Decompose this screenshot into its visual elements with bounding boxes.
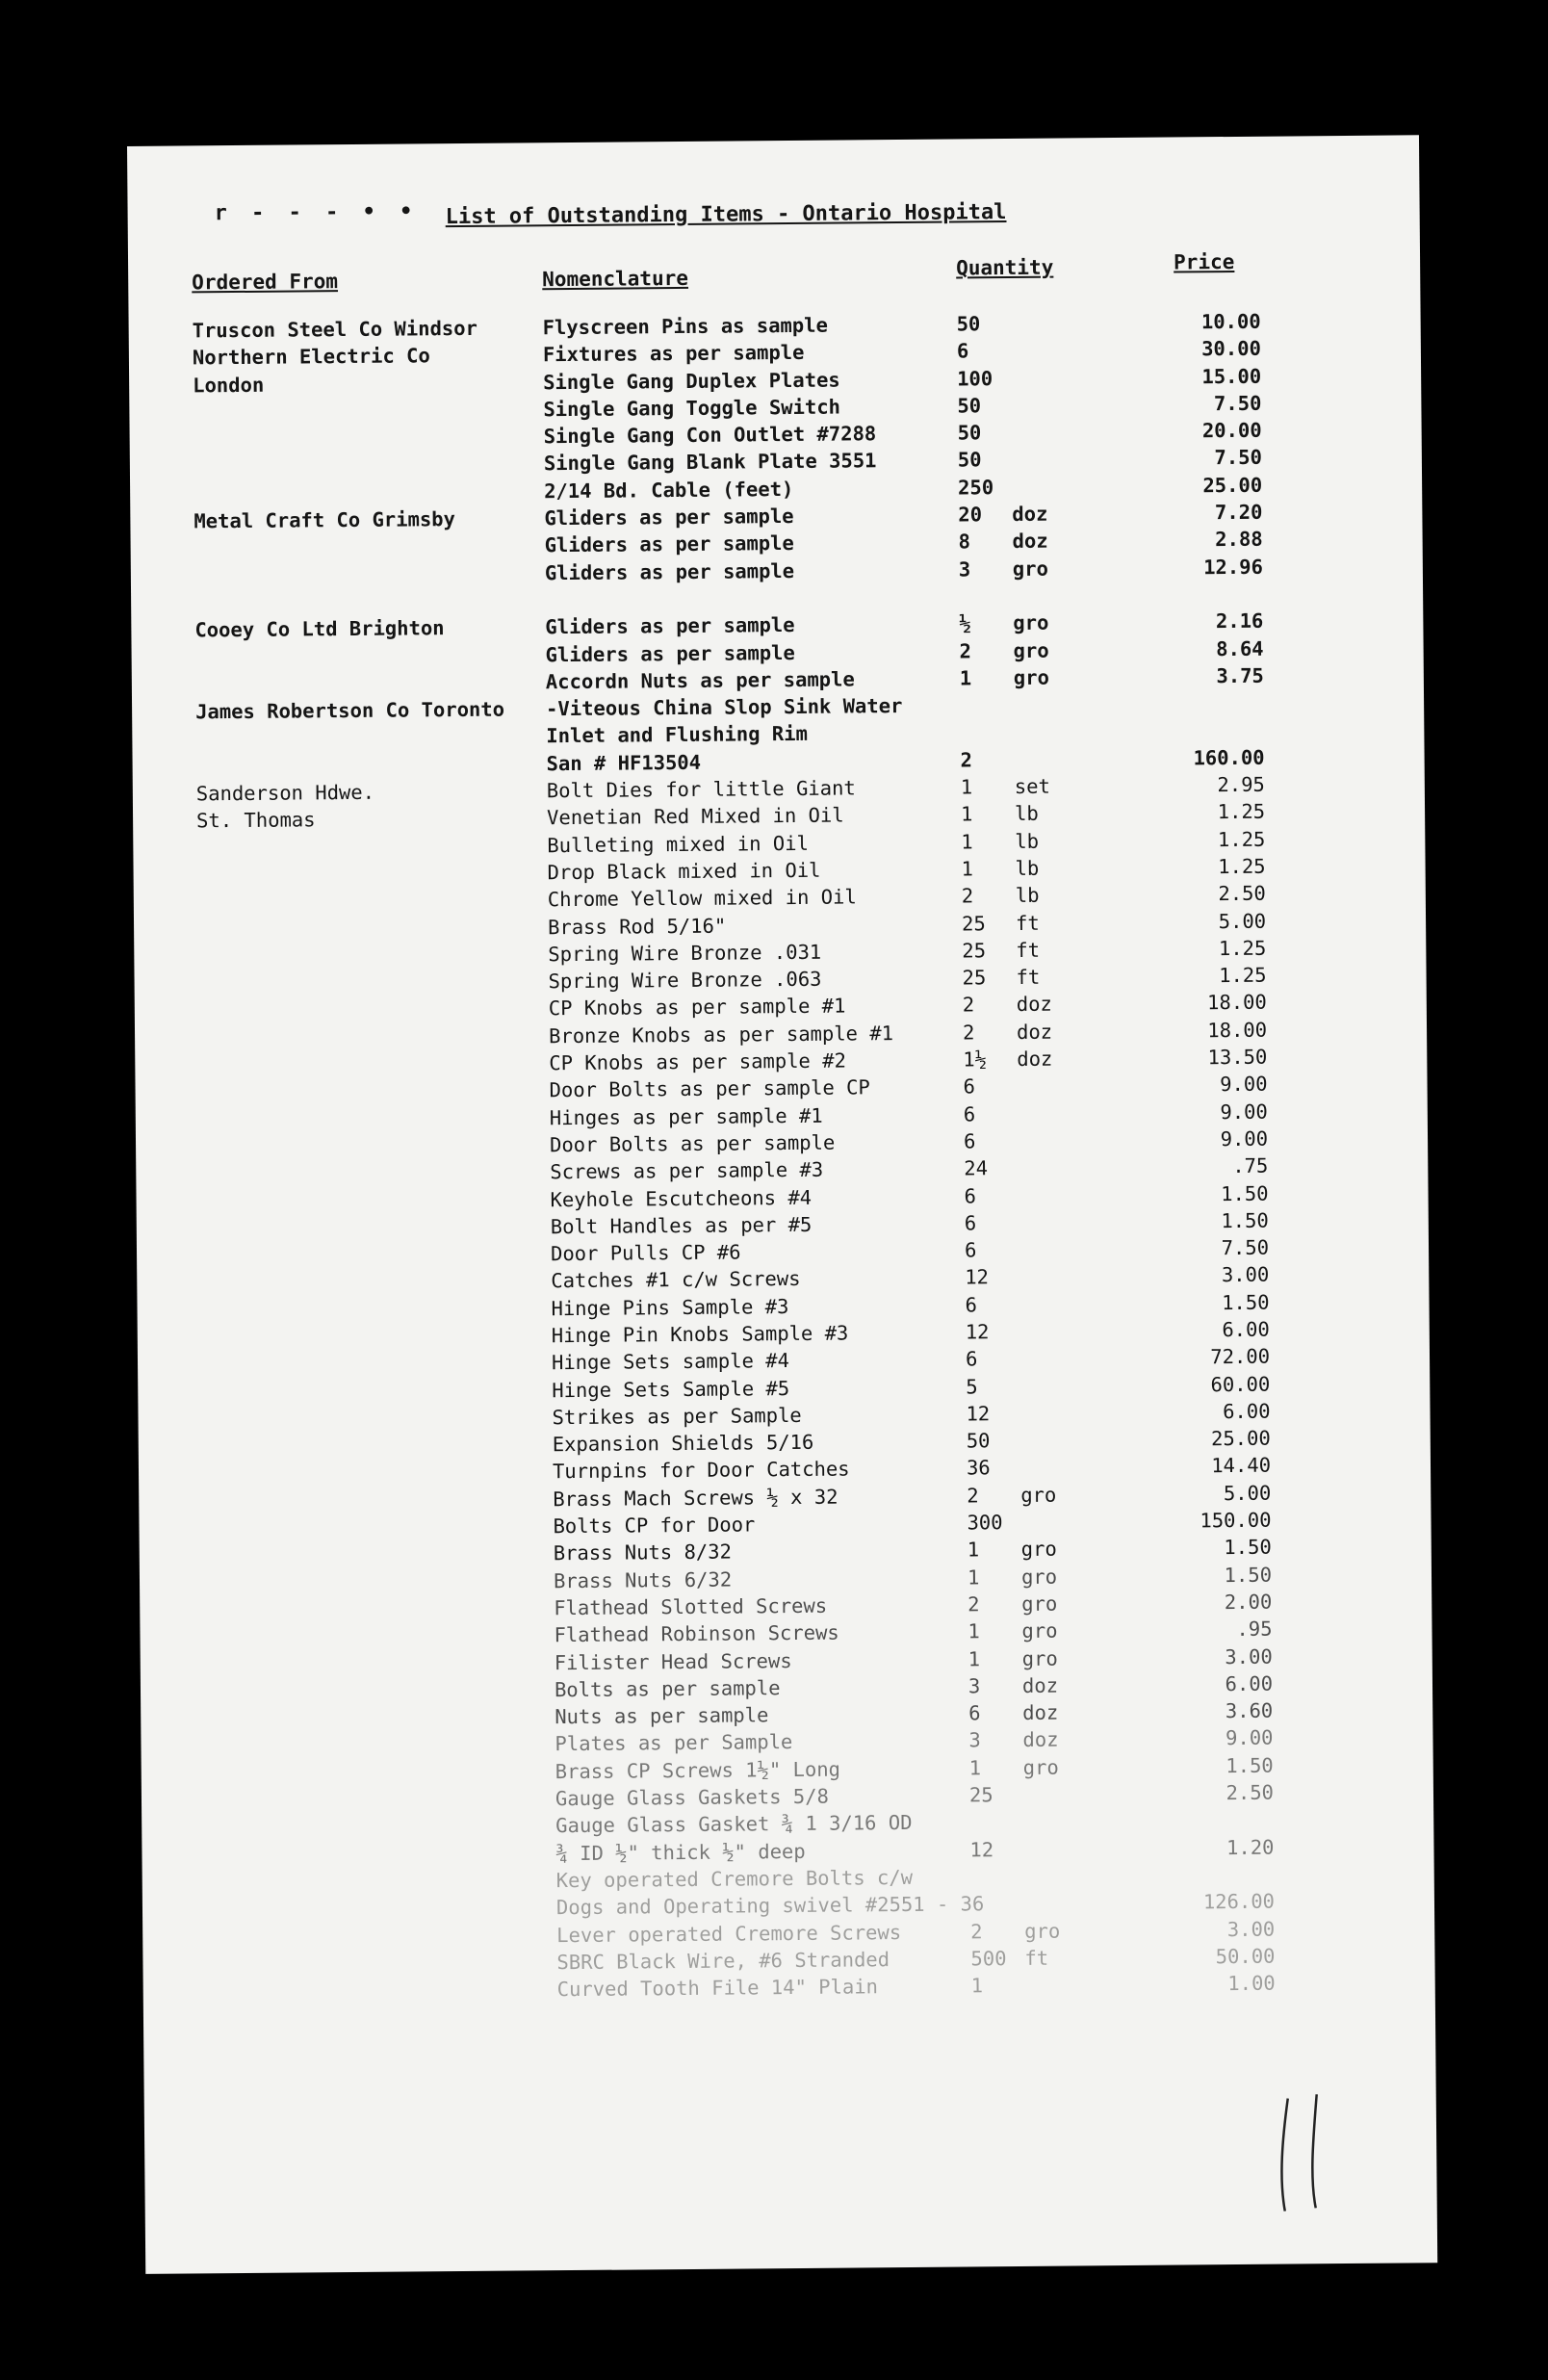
row-nomenclature: Expansion Shields 5/16 xyxy=(552,1430,814,1457)
row-nomenclature: Venetian Red Mixed in Oil xyxy=(546,803,844,830)
header-ordered-from: Ordered From xyxy=(192,270,339,295)
row-price: 126.00 xyxy=(1202,1889,1276,1914)
row-price: 13.50 xyxy=(1207,1045,1268,1070)
row-quantity: 100 xyxy=(957,366,993,391)
row-nomenclature: Keyhole Escutcheons #4 xyxy=(550,1185,813,1211)
row-ordered-from: James Robertson Co Toronto xyxy=(195,697,505,724)
corner-marks: r - - - • • xyxy=(214,199,419,226)
row-price: 7.50 xyxy=(1213,391,1262,416)
row-price: 6.00 xyxy=(1222,1317,1270,1342)
row-price: 18.00 xyxy=(1206,991,1267,1015)
row-unit: gro xyxy=(1021,1591,1058,1616)
row-nomenclature: SBRC Black Wire, #6 Stranded xyxy=(556,1947,890,1974)
row-nomenclature: CP Knobs as per sample #2 xyxy=(549,1048,846,1075)
row-quantity: 250 xyxy=(958,475,994,500)
row-quantity: 12 xyxy=(969,1837,994,1862)
row-unit: gro xyxy=(1022,1755,1059,1779)
row-price: 9.00 xyxy=(1225,1726,1274,1750)
row-price: 1.25 xyxy=(1219,963,1267,988)
row-quantity: 6 xyxy=(963,1101,976,1126)
row-price: 25.00 xyxy=(1202,473,1263,498)
row-ordered-from: Metal Craft Co Grimsby xyxy=(194,507,456,533)
row-unit: set xyxy=(1014,774,1050,799)
row-unit: lb xyxy=(1015,856,1040,880)
row-quantity: ½ xyxy=(959,611,971,635)
row-quantity: 1 xyxy=(967,1565,980,1590)
document-sheet xyxy=(127,135,1437,2274)
row-price: 3.00 xyxy=(1226,1917,1276,1941)
row-unit: lb xyxy=(1015,829,1040,853)
row-price: 2.16 xyxy=(1215,608,1264,634)
row-price: 1.25 xyxy=(1217,827,1266,851)
row-price: 150.00 xyxy=(1200,1508,1272,1533)
row-price: 1.25 xyxy=(1218,936,1267,960)
row-unit: gro xyxy=(1020,1483,1057,1507)
row-quantity: 2 xyxy=(959,638,972,663)
row-quantity: 300 xyxy=(967,1511,1003,1535)
row-quantity: 25 xyxy=(961,911,986,935)
row-nomenclature: Gliders as per sample xyxy=(545,613,795,639)
row-quantity: 1 xyxy=(968,1756,982,1780)
row-price: 60.00 xyxy=(1210,1372,1271,1396)
row-price: 14.40 xyxy=(1211,1454,1272,1478)
row-price: 30.00 xyxy=(1201,337,1261,361)
row-nomenclature: Hinge Sets Sample #5 xyxy=(552,1376,790,1402)
header-nomenclature: Nomenclature xyxy=(542,266,689,292)
row-price: 18.00 xyxy=(1207,1018,1268,1042)
row-price: 3.60 xyxy=(1225,1698,1274,1723)
row-unit: gro xyxy=(1012,556,1048,581)
row-nomenclature: Bolt Dies for little Giant xyxy=(546,776,856,803)
row-price: 12.96 xyxy=(1203,555,1263,579)
row-quantity: 50 xyxy=(957,394,982,418)
row-price: 9.00 xyxy=(1220,1073,1268,1097)
row-price: 9.00 xyxy=(1220,1099,1268,1124)
row-nomenclature: Chrome Yellow mixed in Oil xyxy=(547,885,857,912)
row-nomenclature: Hinge Pin Knobs Sample #3 xyxy=(551,1321,849,1348)
row-quantity: 50 xyxy=(956,312,981,336)
row-quantity: 3 xyxy=(958,557,971,582)
row-unit: gro xyxy=(1021,1618,1058,1643)
row-quantity: 6 xyxy=(956,339,969,363)
row-quantity: 1 xyxy=(968,1619,980,1643)
row-ordered-from: Truscon Steel Co Windsor xyxy=(192,316,477,343)
row-price: 160.00 xyxy=(1193,745,1265,770)
row-quantity: 3 xyxy=(968,1728,981,1752)
row-price: 1.50 xyxy=(1226,1753,1274,1777)
row-quantity: 2 xyxy=(961,884,974,908)
row-nomenclature: Gliders as per sample xyxy=(544,504,794,530)
row-price: 1.50 xyxy=(1221,1181,1269,1205)
row-nomenclature: Inlet and Flushing Rim xyxy=(546,722,808,748)
row-ordered-from: Cooey Co Ltd Brighton xyxy=(194,616,445,642)
row-price: 1.50 xyxy=(1224,1536,1272,1560)
row-price: 1.50 xyxy=(1222,1290,1270,1314)
row-price: 1.25 xyxy=(1217,800,1266,824)
row-quantity: 6 xyxy=(964,1211,977,1235)
row-nomenclature: Strikes as per Sample xyxy=(552,1403,802,1430)
row-quantity: 25 xyxy=(968,1783,993,1807)
row-price xyxy=(1158,1808,1274,1809)
row-price: 3.75 xyxy=(1216,663,1264,688)
row-nomenclature: Catches #1 c/w Screws xyxy=(551,1267,801,1293)
row-price: 10.00 xyxy=(1200,309,1261,334)
row-unit: gro xyxy=(1020,1537,1057,1562)
row-nomenclature: Dogs and Operating swivel #2551 - 36 xyxy=(555,1892,985,1920)
row-quantity: 2 xyxy=(970,1919,983,1943)
row-quantity: 6 xyxy=(965,1293,977,1317)
row-price xyxy=(1159,1863,1275,1864)
row-quantity: 1½ xyxy=(963,1048,988,1072)
row-quantity: 25 xyxy=(962,966,987,990)
row-nomenclature: Bronze Knobs as per sample #1 xyxy=(548,1021,894,1048)
row-nomenclature: Turnpins for Door Catches xyxy=(552,1457,850,1484)
row-unit: doz xyxy=(1016,1020,1053,1044)
row-price: 7.50 xyxy=(1221,1235,1270,1260)
row-nomenclature: -Viteous China Slop Sink Water xyxy=(546,694,903,721)
row-nomenclature: Spring Wire Bronze .031 xyxy=(548,940,822,967)
row-unit: ft xyxy=(1016,938,1041,962)
row-quantity: 500 xyxy=(970,1946,1007,1971)
row-unit: lb xyxy=(1014,802,1039,826)
row-quantity: 6 xyxy=(963,1129,976,1153)
row-price: 1.50 xyxy=(1221,1208,1269,1232)
row-quantity: 8 xyxy=(958,530,971,554)
row-nomenclature: Curved Tooth File 14" Plain xyxy=(556,1975,879,2002)
row-price: .75 xyxy=(1232,1153,1269,1178)
row-price: 3.00 xyxy=(1225,1644,1273,1669)
row-unit: doz xyxy=(1022,1700,1059,1725)
row-price: 6.00 xyxy=(1223,1399,1271,1423)
row-quantity: 1 xyxy=(968,1646,981,1670)
row-unit: ft xyxy=(1024,1946,1049,1970)
row-quantity: 6 xyxy=(964,1238,977,1262)
row-price: 1.25 xyxy=(1218,854,1266,879)
row-unit: doz xyxy=(1016,993,1052,1017)
row-nomenclature: Lever operated Cremore Screws xyxy=(556,1920,902,1947)
row-nomenclature: Brass CP Screws 1½" Long xyxy=(555,1757,841,1783)
row-nomenclature: Nuts as per sample xyxy=(555,1703,769,1729)
row-unit: doz xyxy=(1012,530,1048,554)
row-quantity: 1 xyxy=(967,1538,980,1562)
handwritten-page-number xyxy=(1271,2090,1339,2216)
row-nomenclature: ¾ ID ½" thick ½" deep xyxy=(555,1839,806,1865)
row-quantity: 2 xyxy=(960,748,973,772)
row-price: 20.00 xyxy=(1201,418,1262,443)
row-quantity: 1 xyxy=(959,666,972,690)
row-quantity: 2 xyxy=(968,1592,980,1617)
row-price xyxy=(1148,582,1263,583)
row-quantity: 12 xyxy=(966,1402,991,1426)
row-nomenclature: Brass Mach Screws ½ x 32 xyxy=(553,1485,838,1511)
row-nomenclature: Gliders as per sample xyxy=(545,640,795,666)
row-quantity: 25 xyxy=(962,939,987,963)
row-nomenclature: Door Pulls CP #6 xyxy=(550,1240,741,1266)
row-quantity: 50 xyxy=(957,421,982,445)
row-nomenclature: 2/14 Bd. Cable (feet) xyxy=(544,477,794,504)
row-nomenclature: Brass Nuts 6/32 xyxy=(553,1567,733,1592)
row-quantity: 1 xyxy=(960,775,973,799)
row-nomenclature: Key operated Cremore Bolts c/w xyxy=(555,1865,914,1893)
row-price: 50.00 xyxy=(1215,1944,1276,1969)
row-unit: doz xyxy=(1012,502,1048,527)
row-nomenclature: Gliders as per sample xyxy=(544,531,794,557)
row-quantity: 12 xyxy=(965,1320,990,1344)
row-quantity: 1 xyxy=(961,857,974,881)
row-unit: gro xyxy=(1013,665,1049,689)
row-nomenclature: Accordn Nuts as per sample xyxy=(545,667,855,694)
row-price: 2.50 xyxy=(1226,1780,1275,1805)
row-nomenclature: Brass Nuts 8/32 xyxy=(553,1539,733,1565)
row-nomenclature: Plates as per Sample xyxy=(555,1730,793,1756)
row-quantity: 50 xyxy=(966,1429,991,1453)
row-quantity: 1 xyxy=(970,1974,984,1998)
row-price: 8.64 xyxy=(1216,636,1264,660)
row-price xyxy=(1148,691,1264,692)
row-unit: gro xyxy=(1013,610,1049,635)
row-quantity: 24 xyxy=(964,1156,989,1180)
row-unit: ft xyxy=(1016,965,1041,990)
document-title: List of Outstanding Items - Ontario Hospital xyxy=(445,200,1007,230)
row-nomenclature: Gliders as per sample xyxy=(544,558,795,584)
row-unit: lb xyxy=(1015,883,1040,908)
row-nomenclature: Bolt Handles as per #5 xyxy=(550,1212,813,1239)
row-price: 2.00 xyxy=(1224,1590,1273,1615)
row-nomenclature: Hinges as per sample #1 xyxy=(549,1103,823,1129)
row-price: 3.00 xyxy=(1221,1263,1270,1287)
row-unit: gro xyxy=(1021,1646,1058,1670)
row-unit: ft xyxy=(1015,911,1040,935)
header-quantity: Quantity xyxy=(956,255,1054,280)
row-quantity: 1 xyxy=(960,802,973,826)
row-price: 1.00 xyxy=(1227,1971,1276,1996)
row-quantity: 2 xyxy=(962,993,975,1017)
row-price: 1.20 xyxy=(1226,1835,1275,1859)
row-quantity: 12 xyxy=(965,1265,990,1289)
row-price: 7.20 xyxy=(1214,500,1263,525)
row-quantity: 6 xyxy=(963,1074,976,1099)
row-nomenclature: Door Bolts as per sample CP xyxy=(549,1075,870,1102)
row-price: 5.00 xyxy=(1223,1481,1272,1505)
row-ordered-from: Sanderson Hdwe. xyxy=(195,780,375,806)
row-price: 2.88 xyxy=(1215,528,1263,552)
row-nomenclature: Brass Rod 5/16" xyxy=(547,914,727,939)
row-nomenclature: Flathead Slotted Screws xyxy=(554,1593,828,1620)
row-price: 72.00 xyxy=(1210,1344,1271,1369)
row-price: 2.95 xyxy=(1217,772,1265,797)
row-nomenclature: Single Gang Blank Plate 3551 xyxy=(543,449,877,476)
row-nomenclature: Flyscreen Pins as sample xyxy=(542,313,828,340)
items-table xyxy=(192,309,1276,2007)
row-ordered-from: St. Thomas xyxy=(196,808,316,833)
row-ordered-from: Northern Electric Co xyxy=(192,344,430,370)
row-quantity: 6 xyxy=(964,1183,976,1207)
row-nomenclature: CP Knobs as per sample #1 xyxy=(548,994,846,1021)
row-price xyxy=(1148,718,1264,719)
row-nomenclature: Flathead Robinson Screws xyxy=(554,1620,839,1647)
row-nomenclature: Spring Wire Bronze .063 xyxy=(548,967,822,994)
row-nomenclature: Filister Head Screws xyxy=(554,1648,792,1674)
row-price: 9.00 xyxy=(1220,1126,1269,1151)
row-quantity: 36 xyxy=(966,1456,991,1480)
row-quantity: 1 xyxy=(961,830,973,854)
header-price: Price xyxy=(1173,249,1235,274)
row-nomenclature: Screws as per sample #3 xyxy=(550,1157,824,1184)
row-quantity: 3 xyxy=(968,1674,981,1698)
row-price: 15.00 xyxy=(1201,364,1262,388)
row-price: .95 xyxy=(1236,1617,1273,1642)
row-quantity: 6 xyxy=(968,1701,981,1725)
row-nomenclature: Door Bolts as per sample xyxy=(549,1130,836,1157)
row-quantity: 2 xyxy=(967,1484,979,1508)
row-nomenclature: Drop Black mixed in Oil xyxy=(547,858,821,885)
row-price: 6.00 xyxy=(1225,1671,1274,1695)
row-quantity: 2 xyxy=(962,1021,975,1045)
row-unit: gro xyxy=(1013,638,1049,662)
row-quantity: 20 xyxy=(958,503,983,527)
row-nomenclature: Single Gang Duplex Plates xyxy=(543,368,840,394)
row-price: 25.00 xyxy=(1210,1426,1271,1451)
row-nomenclature: Bolts as per sample xyxy=(554,1675,781,1702)
row-price: 7.50 xyxy=(1214,446,1262,470)
row-price: 2.50 xyxy=(1218,881,1266,906)
row-unit: gro xyxy=(1024,1919,1061,1943)
row-unit: doz xyxy=(1021,1673,1059,1697)
row-nomenclature: Fixtures as per sample xyxy=(542,341,805,367)
row-quantity: 6 xyxy=(965,1347,978,1371)
row-price: 5.00 xyxy=(1218,909,1267,933)
row-price: 1.50 xyxy=(1224,1563,1273,1587)
row-unit: doz xyxy=(1022,1728,1059,1752)
row-unit: doz xyxy=(1017,1047,1053,1071)
row-nomenclature: Gauge Glass Gasket ¾ 1 3/16 OD xyxy=(555,1811,913,1838)
row-nomenclature: Bulleting mixed in Oil xyxy=(547,831,809,857)
row-unit: gro xyxy=(1020,1565,1058,1589)
row-nomenclature: San # HF13504 xyxy=(546,750,702,775)
row-ordered-from: London xyxy=(193,373,265,398)
row-nomenclature: Single Gang Con Outlet #7288 xyxy=(543,422,877,449)
row-nomenclature: Bolts CP for Door xyxy=(553,1513,756,1539)
row-nomenclature: Single Gang Toggle Switch xyxy=(543,395,841,422)
row-nomenclature: Hinge Pins Sample #3 xyxy=(551,1294,789,1320)
row-nomenclature: Gauge Glass Gaskets 5/8 xyxy=(555,1784,829,1811)
row-quantity: 50 xyxy=(957,448,982,472)
row-nomenclature: Hinge Sets sample #4 xyxy=(551,1349,789,1375)
row-quantity: 5 xyxy=(966,1374,978,1399)
